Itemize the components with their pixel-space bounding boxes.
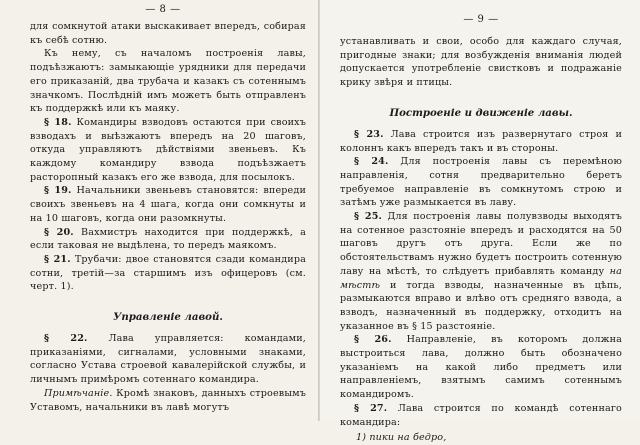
list-item-lances: 1) пики на бедро, (356, 432, 447, 444)
paragraph-20 (30, 226, 306, 253)
paragraph-22 (30, 332, 306, 387)
section-mark-25: § 25. (354, 211, 383, 223)
paragraph-signals-continued: устанавливать и свои, особо для каждаго случая, пригодные знаки; для возбужденія вниманія людей допускается употребленіе свистковъ и подражаніе крику звѣря и птицы. (340, 36, 622, 89)
paragraph-18 (30, 116, 306, 185)
paragraph-21-text: Трубачи: двое становятся сзади командира сотни, третій—за старшимъ изъ офицеровъ (см. черт. 1). (30, 253, 306, 293)
paragraph-18-text: Командиры взводовъ остаются при своихъ взводахъ и выѣзжаютъ впередъ на 20 шаговъ, откуда управляютъ дѣйствіями звеньевъ. Къ каждому командиру взвода подъѣзжаетъ расторопный казакъ его же взвода, для посылокъ. (30, 116, 306, 183)
paragraph-24-text: Для построенія лавы съ перемѣною направленія, сотня предварительно беретъ требуемое направленіе въ сомкнутомъ строю и затѣмъ уже размыкается въ лаву. (340, 156, 622, 209)
page-number-right: — 9 — (463, 14, 499, 25)
paragraph-25-text-b: и тогда взводы, назначенные въ цѣпь, размыкаются вправо и влѣво отъ средняго взвода, а взводъ, назначенный въ поддержку, отходитъ на указанное въ § 15 разстояніе. (340, 279, 622, 332)
paragraph-27-text: Лава строится по командѣ сотеннаго командира: (340, 402, 622, 428)
paragraph-26 (340, 333, 622, 402)
paragraph-24 (340, 155, 622, 210)
note-text: Кромѣ знаковъ, данныхъ строевымъ Уставомъ, начальники въ лавѣ могутъ (30, 387, 307, 413)
paragraph-27 (340, 402, 622, 429)
note (30, 387, 306, 414)
paragraph-26-text: Направленіе, въ которомъ должна выстроиться лава, должно быть обозначено указаніемъ на какой либо предметъ или направленіемъ, взятымъ самимъ сотеннымъ командиромъ. (340, 334, 622, 401)
paragraph-23-text: Лава строится изъ развернутаго строя и колоннъ какъ впередъ такъ и въ стороны. (340, 128, 622, 154)
paragraph-commander-escort: Къ нему, съ началомъ построенія лавы, подъѣзжаютъ: замыкающіе урядники для передачи его приказаній, два трубача и казакъ съ сотеннымъ значкомъ. Послѣдній имъ можетъ быть отправленъ къ поддержкѣ или къ маяку. (30, 48, 306, 115)
section-mark-21: § 21. (44, 253, 71, 265)
section-mark-22: § 22. (44, 333, 88, 345)
heading-lava-formation: Построеніе и движеніе лавы. (389, 106, 573, 119)
command-in-place: на мѣстѣ (340, 265, 622, 291)
paragraph-23 (340, 128, 622, 155)
section-mark-27: § 27. (354, 402, 388, 414)
section-mark-18: § 18. (44, 116, 72, 128)
paragraph-continued: для сомкнутой атаки выскакивает впередъ, собирая къ себѣ сотню. (30, 21, 306, 46)
section-mark-26: § 26. (354, 334, 392, 346)
paragraph-21 (30, 253, 306, 294)
section-mark-24: § 24. (354, 156, 389, 168)
paragraph-19-text: Начальники звеньевъ становятся: впереди своихъ звеньевъ на 4 шага, когда они сомкнуты и на 10 шаговъ, когда они разомкнуты. (30, 185, 306, 224)
page-number-left: — 8 — (145, 4, 181, 15)
paragraph-22-text: Лава управляется: командами, приказаніями, сигналами, условными знаками, согласно Устава строевой кавалерійской службы, и личнымъ примѣромъ сотеннаго командира. (30, 333, 306, 386)
section-mark-20: § 20. (44, 226, 74, 238)
note-label: Примѣчаніе. (44, 387, 113, 399)
left-page (0, 0, 320, 421)
heading-lava-control: Управленіе лавой. (113, 311, 223, 324)
section-mark-23: § 23. (354, 128, 384, 140)
paragraph-20-text: Вахмистръ находится при поддержкѣ, а если таковая не выдѣлена, то передъ маякомъ. (30, 226, 306, 252)
paragraph-25-text-a: Для построенія лавы полувзводы выходятъ на сотенное разстояніе впередъ и расходятся на 50 шаговъ другъ отъ друга. Если же по обстоятельствамъ нужно будетъ построить сотенную лаву на мѣстѣ, то слѣдуетъ прибавлять команду (340, 211, 622, 277)
paragraph-19 (30, 184, 306, 225)
section-mark-19: § 19. (44, 185, 72, 197)
paragraph-25 (340, 210, 622, 333)
right-page (320, 0, 640, 444)
